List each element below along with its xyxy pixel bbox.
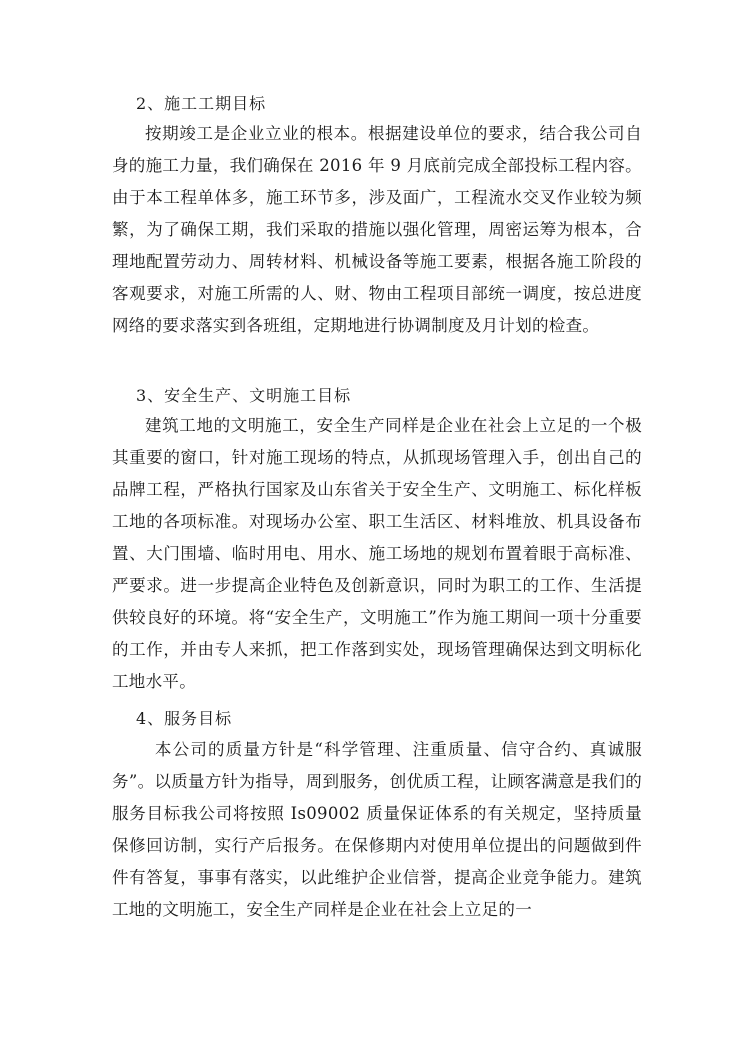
section-body-service-goal: 本公司的质量方针是“科学管理、注重质量、信守合约、真诚服务”。以质量方针为指导，周到服务，创优质工程，让顾客满意是我们的服务目标我公司将按照 Is09002 质量保证体系的有关规定，坚持质量保修回访制，实行产后报务。在保修期内对使用单位提出的问题做到件件有答复，事事有落实，以此维护企业信誉，提高企业竞争能力。建筑工地的文明施工，安全生产同样是企业在社会上立足的一 bbox=[112, 740, 642, 919]
section-heading-safety-goal: 3、安全生产、文明施工目标 bbox=[136, 386, 352, 405]
section-body-schedule-goal: 按期竣工是企业立业的根本。根据建设单位的要求，结合我公司自身的施工力量，我们确保在 2016 年 9 月底前完成全部投标工程内容。由于本工程单体多，施工环节多，涉及面广，工程流水交叉作业较为频繁，为了确保工期，我们采取的措施以强化管理，周密运筹为根本，合理地配置劳动力、周转材料、机械设备等施工要素，根据各施工阶段的客观要求，对施工所需的人、财、物由工程项目部统一调度，按总进度网络的要求落实到各班组，定期地进行协调制度及月计划的检查。 bbox=[112, 124, 642, 335]
section-heading-service-goal: 4、服务目标 bbox=[136, 709, 233, 728]
section-heading-schedule-goal: 2、施工工期目标 bbox=[136, 94, 267, 113]
section-body-safety-goal: 建筑工地的文明施工，安全生产同样是企业在社会上立足的一个极其重要的窗口，针对施工现场的特点，从抓现场管理入手，创出自己的品牌工程，严格执行国家及山东省关于安全生产、文明施工、标化样板工地的各项标准。对现场办公室、职工生活区、材料堆放、机具设备布置、大门围墙、临时用电、用水、施工场地的规划布置着眼于高标准、严要求。进一步提高企业特色及创新意识，同时为职工的工作、生活提供较良好的环境。将“安全生产，文明施工”作为施工期间一项十分重要的工作，并由专人来抓，把工作落到实处，现场管理确保达到文明标化工地水平。 bbox=[112, 416, 642, 691]
